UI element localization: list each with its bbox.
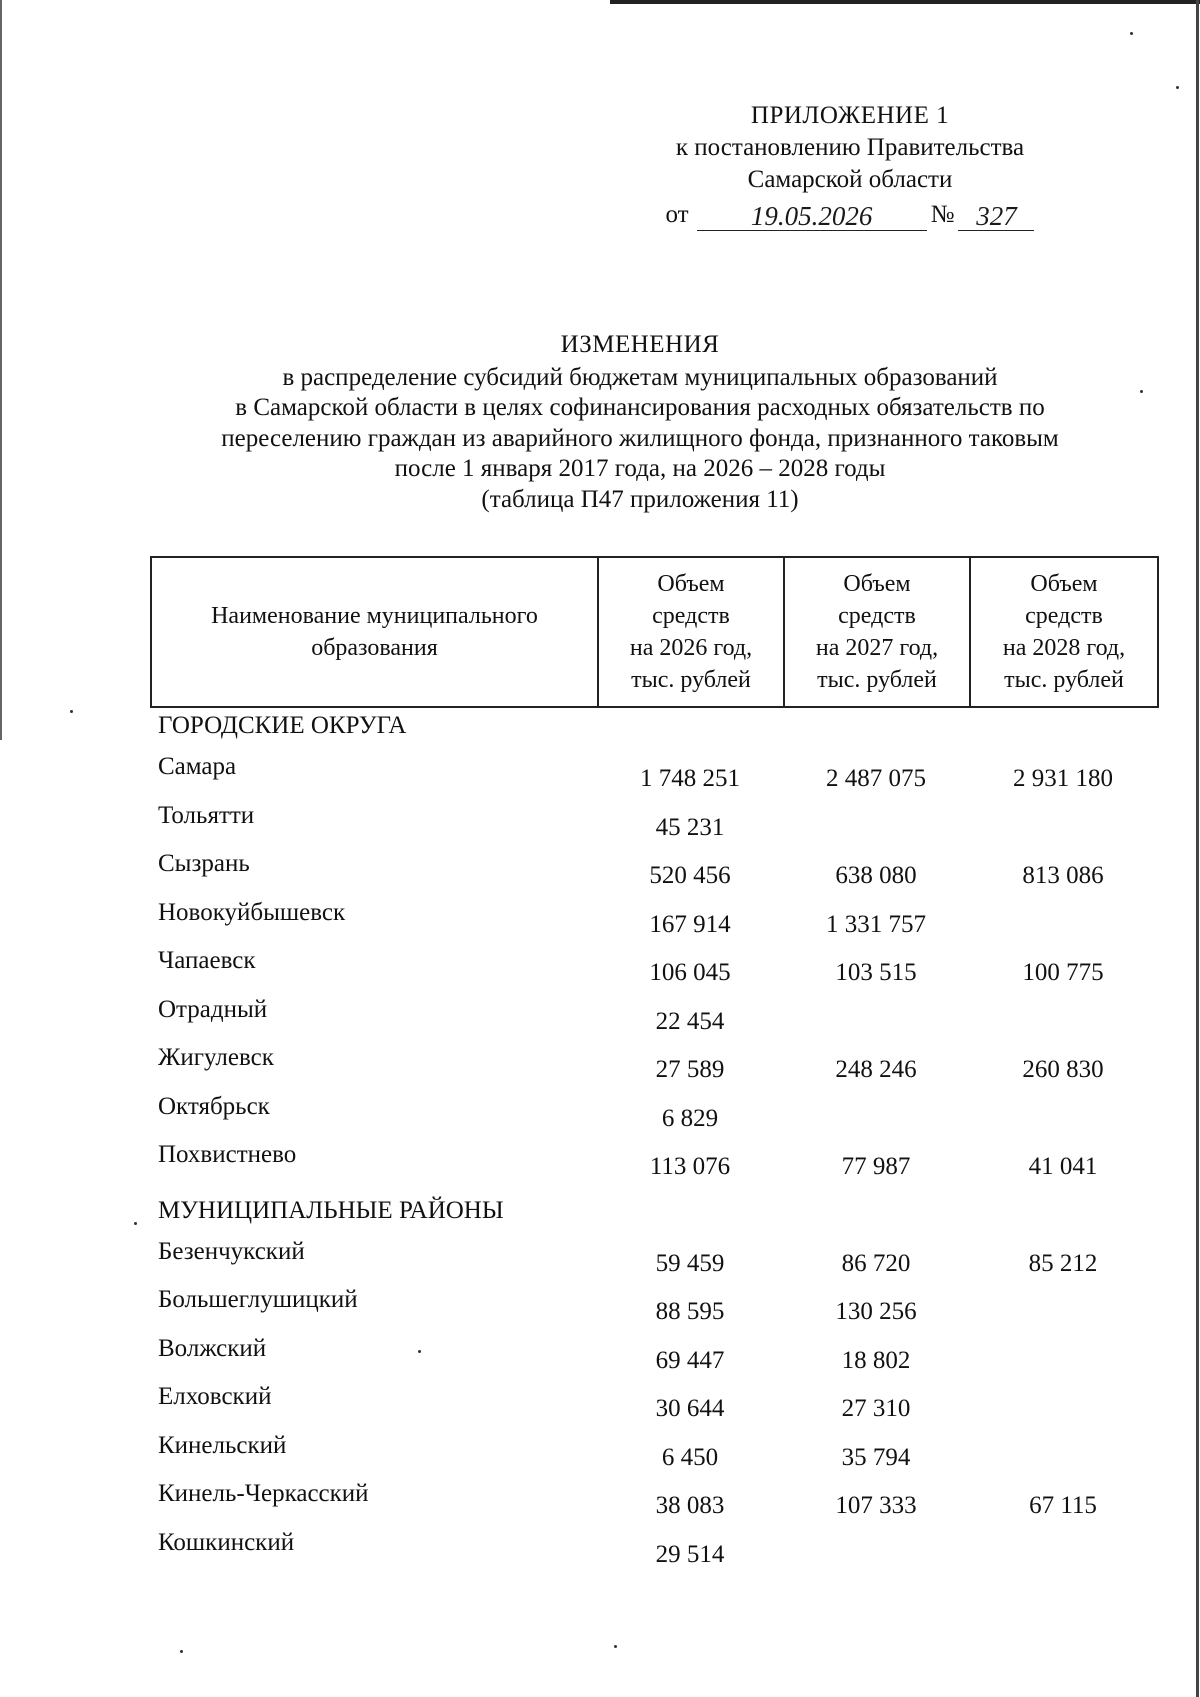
header-line: тыс. рублей — [1004, 667, 1124, 693]
value-2026: 30 644 — [655, 1395, 725, 1422]
scan-speck — [134, 1222, 137, 1225]
value-2026: 59 459 — [655, 1249, 725, 1277]
table-row — [150, 1477, 1157, 1526]
header-line: Объем — [657, 571, 725, 597]
value-2027 — [783, 799, 969, 811]
value-2027: 35 794 — [841, 1443, 911, 1471]
municipality-name: Похвистнево — [158, 1141, 297, 1168]
value-2028 — [969, 1429, 1157, 1441]
value-2027: 27 310 — [841, 1395, 911, 1422]
handwritten-number: 327 — [958, 202, 1034, 231]
value-2028: 41 041 — [1028, 1153, 1098, 1180]
value-2026: 45 231 — [655, 813, 725, 841]
scan-edge-left — [0, 0, 2, 740]
appendix-block — [600, 100, 1100, 231]
value-2028 — [969, 1283, 1157, 1295]
header-line: на 2026 год, — [629, 635, 753, 661]
value-2027: 248 246 — [835, 1056, 917, 1083]
heading-line: в распределение субсидий бюджетам муниципальных образований — [282, 363, 998, 391]
appendix-title: ПРИЛОЖЕНИЕ 1 — [750, 102, 950, 129]
header-line: средств — [1025, 603, 1103, 629]
header-line: Объем — [843, 571, 911, 597]
table-row — [150, 1090, 1157, 1139]
value-2026: 1 748 251 — [640, 765, 740, 792]
value-2026: 167 914 — [649, 910, 731, 938]
header-line: на 2028 год, — [1002, 635, 1126, 661]
table-row — [150, 1283, 1157, 1332]
handwritten-date: 19.05.2026 — [697, 202, 927, 231]
table-row — [150, 944, 1157, 993]
scan-edge-right — [1196, 0, 1199, 1697]
table-row — [150, 1526, 1157, 1575]
header-line: тыс. рублей — [631, 667, 751, 693]
value-2026: 520 456 — [649, 862, 731, 889]
header-line: Объем — [1030, 571, 1098, 597]
appendix-line-2: Самарской области — [747, 166, 953, 193]
municipality-name: Тольятти — [158, 801, 255, 829]
value-2028: 100 775 — [1022, 959, 1104, 986]
municipality-name: Чапаевск — [158, 947, 256, 974]
scan-speck — [180, 1650, 183, 1653]
table-row — [150, 1332, 1157, 1381]
header-municipality — [151, 557, 598, 707]
value-2027 — [783, 1090, 969, 1102]
heading-title: ИЗМЕНЕНИЯ — [560, 331, 720, 358]
header-2028 — [970, 557, 1158, 707]
scan-speck — [614, 1645, 617, 1648]
value-2028 — [969, 1380, 1157, 1392]
municipality-name: Кошкинский — [158, 1528, 295, 1556]
value-2027: 107 333 — [835, 1492, 917, 1519]
scan-speck — [1140, 390, 1143, 393]
table-row — [150, 750, 1157, 799]
table-row — [150, 993, 1157, 1042]
date-number-line — [600, 199, 1100, 231]
table-row — [150, 896, 1157, 945]
municipality-name: Большеглушицкий — [158, 1286, 358, 1313]
table-body — [150, 702, 1157, 1574]
value-2028 — [969, 1332, 1157, 1344]
value-2027 — [783, 1526, 969, 1538]
header-line: Наименование муниципального — [211, 603, 538, 629]
value-2026: 88 595 — [655, 1298, 725, 1325]
value-2028: 67 115 — [1029, 1492, 1097, 1519]
heading-line: переселению граждан из аварийного жилищного фонда, признанного таковым — [221, 424, 1059, 452]
from-label: от — [665, 201, 689, 228]
value-2027: 2 487 075 — [826, 765, 926, 792]
value-2028 — [969, 1090, 1157, 1102]
value-2026: 6 450 — [661, 1443, 719, 1471]
value-2027: 18 802 — [841, 1346, 911, 1374]
heading-line: после 1 января 2017 года, на 2026 – 2028 годы — [394, 455, 886, 482]
header-2026 — [598, 557, 784, 707]
municipality-name: Отрадный — [158, 995, 268, 1023]
municipality-name: Сызрань — [158, 850, 250, 877]
scan-edge-top — [610, 0, 1200, 4]
value-2028 — [969, 1526, 1157, 1538]
table-row — [150, 847, 1157, 896]
value-2027: 86 720 — [841, 1249, 911, 1277]
municipality-name: Новокуйбышевск — [158, 898, 346, 926]
value-2026: 106 045 — [649, 959, 731, 986]
value-2028: 260 830 — [1022, 1056, 1104, 1083]
heading-line: в Самарской области в целях софинансирования расходных обязательств по — [235, 394, 1045, 421]
header-line: средств — [838, 603, 916, 629]
scan-speck — [1176, 86, 1179, 89]
municipality-name: Кинельский — [158, 1431, 287, 1459]
municipality-name: Самара — [158, 753, 237, 780]
table-header — [150, 556, 1159, 708]
section-heading: МУНИЦИПАЛЬНЫЕ РАЙОНЫ — [158, 1196, 504, 1224]
header-line: образования — [311, 635, 438, 661]
header-line: средств — [652, 603, 730, 629]
value-2027 — [783, 993, 969, 1005]
header-line: на 2027 год, — [815, 635, 939, 661]
scan-speck — [418, 1350, 421, 1353]
value-2026: 29 514 — [655, 1540, 725, 1568]
value-2026: 38 083 — [655, 1492, 725, 1519]
value-2028: 85 212 — [1028, 1249, 1098, 1277]
value-2028 — [969, 799, 1157, 811]
value-2027: 103 515 — [835, 959, 917, 986]
value-2028: 2 931 180 — [1013, 765, 1113, 792]
municipality-name: Октябрьск — [158, 1092, 270, 1120]
value-2027: 638 080 — [835, 862, 917, 889]
table-row — [150, 1380, 1157, 1429]
municipality-name: Безенчукский — [158, 1237, 305, 1265]
table-row — [150, 799, 1157, 848]
value-2026: 6 829 — [661, 1104, 719, 1132]
value-2026: 27 589 — [655, 1056, 725, 1083]
table-row — [150, 1429, 1157, 1478]
header-line: тыс. рублей — [817, 667, 937, 693]
scan-speck — [1130, 32, 1133, 35]
table-row — [150, 1138, 1157, 1187]
table-row — [150, 1041, 1157, 1090]
value-2026: 69 447 — [655, 1346, 725, 1374]
number-label: № — [930, 201, 955, 228]
municipality-name: Жигулевск — [158, 1044, 274, 1071]
appendix-line-1: к постановлению Правительства — [675, 134, 1025, 161]
table-row — [150, 1235, 1157, 1284]
municipality-name: Волжский — [158, 1334, 267, 1362]
heading-line: (таблица П47 приложения 11) — [481, 485, 799, 513]
section-heading: ГОРОДСКИЕ ОКРУГА — [158, 712, 407, 739]
value-2027: 130 256 — [835, 1298, 917, 1325]
value-2028 — [969, 896, 1157, 908]
value-2026: 113 076 — [649, 1153, 731, 1180]
document-heading — [140, 330, 1140, 515]
value-2028: 813 086 — [1022, 862, 1104, 889]
municipality-name: Кинель-Черкасский — [158, 1480, 369, 1507]
scan-speck — [70, 710, 73, 713]
header-2027 — [784, 557, 970, 707]
value-2026: 22 454 — [655, 1007, 725, 1035]
value-2027: 1 331 757 — [826, 910, 926, 938]
municipality-name: Елховский — [158, 1383, 272, 1410]
value-2027: 77 987 — [841, 1153, 911, 1180]
value-2028 — [969, 993, 1157, 1005]
